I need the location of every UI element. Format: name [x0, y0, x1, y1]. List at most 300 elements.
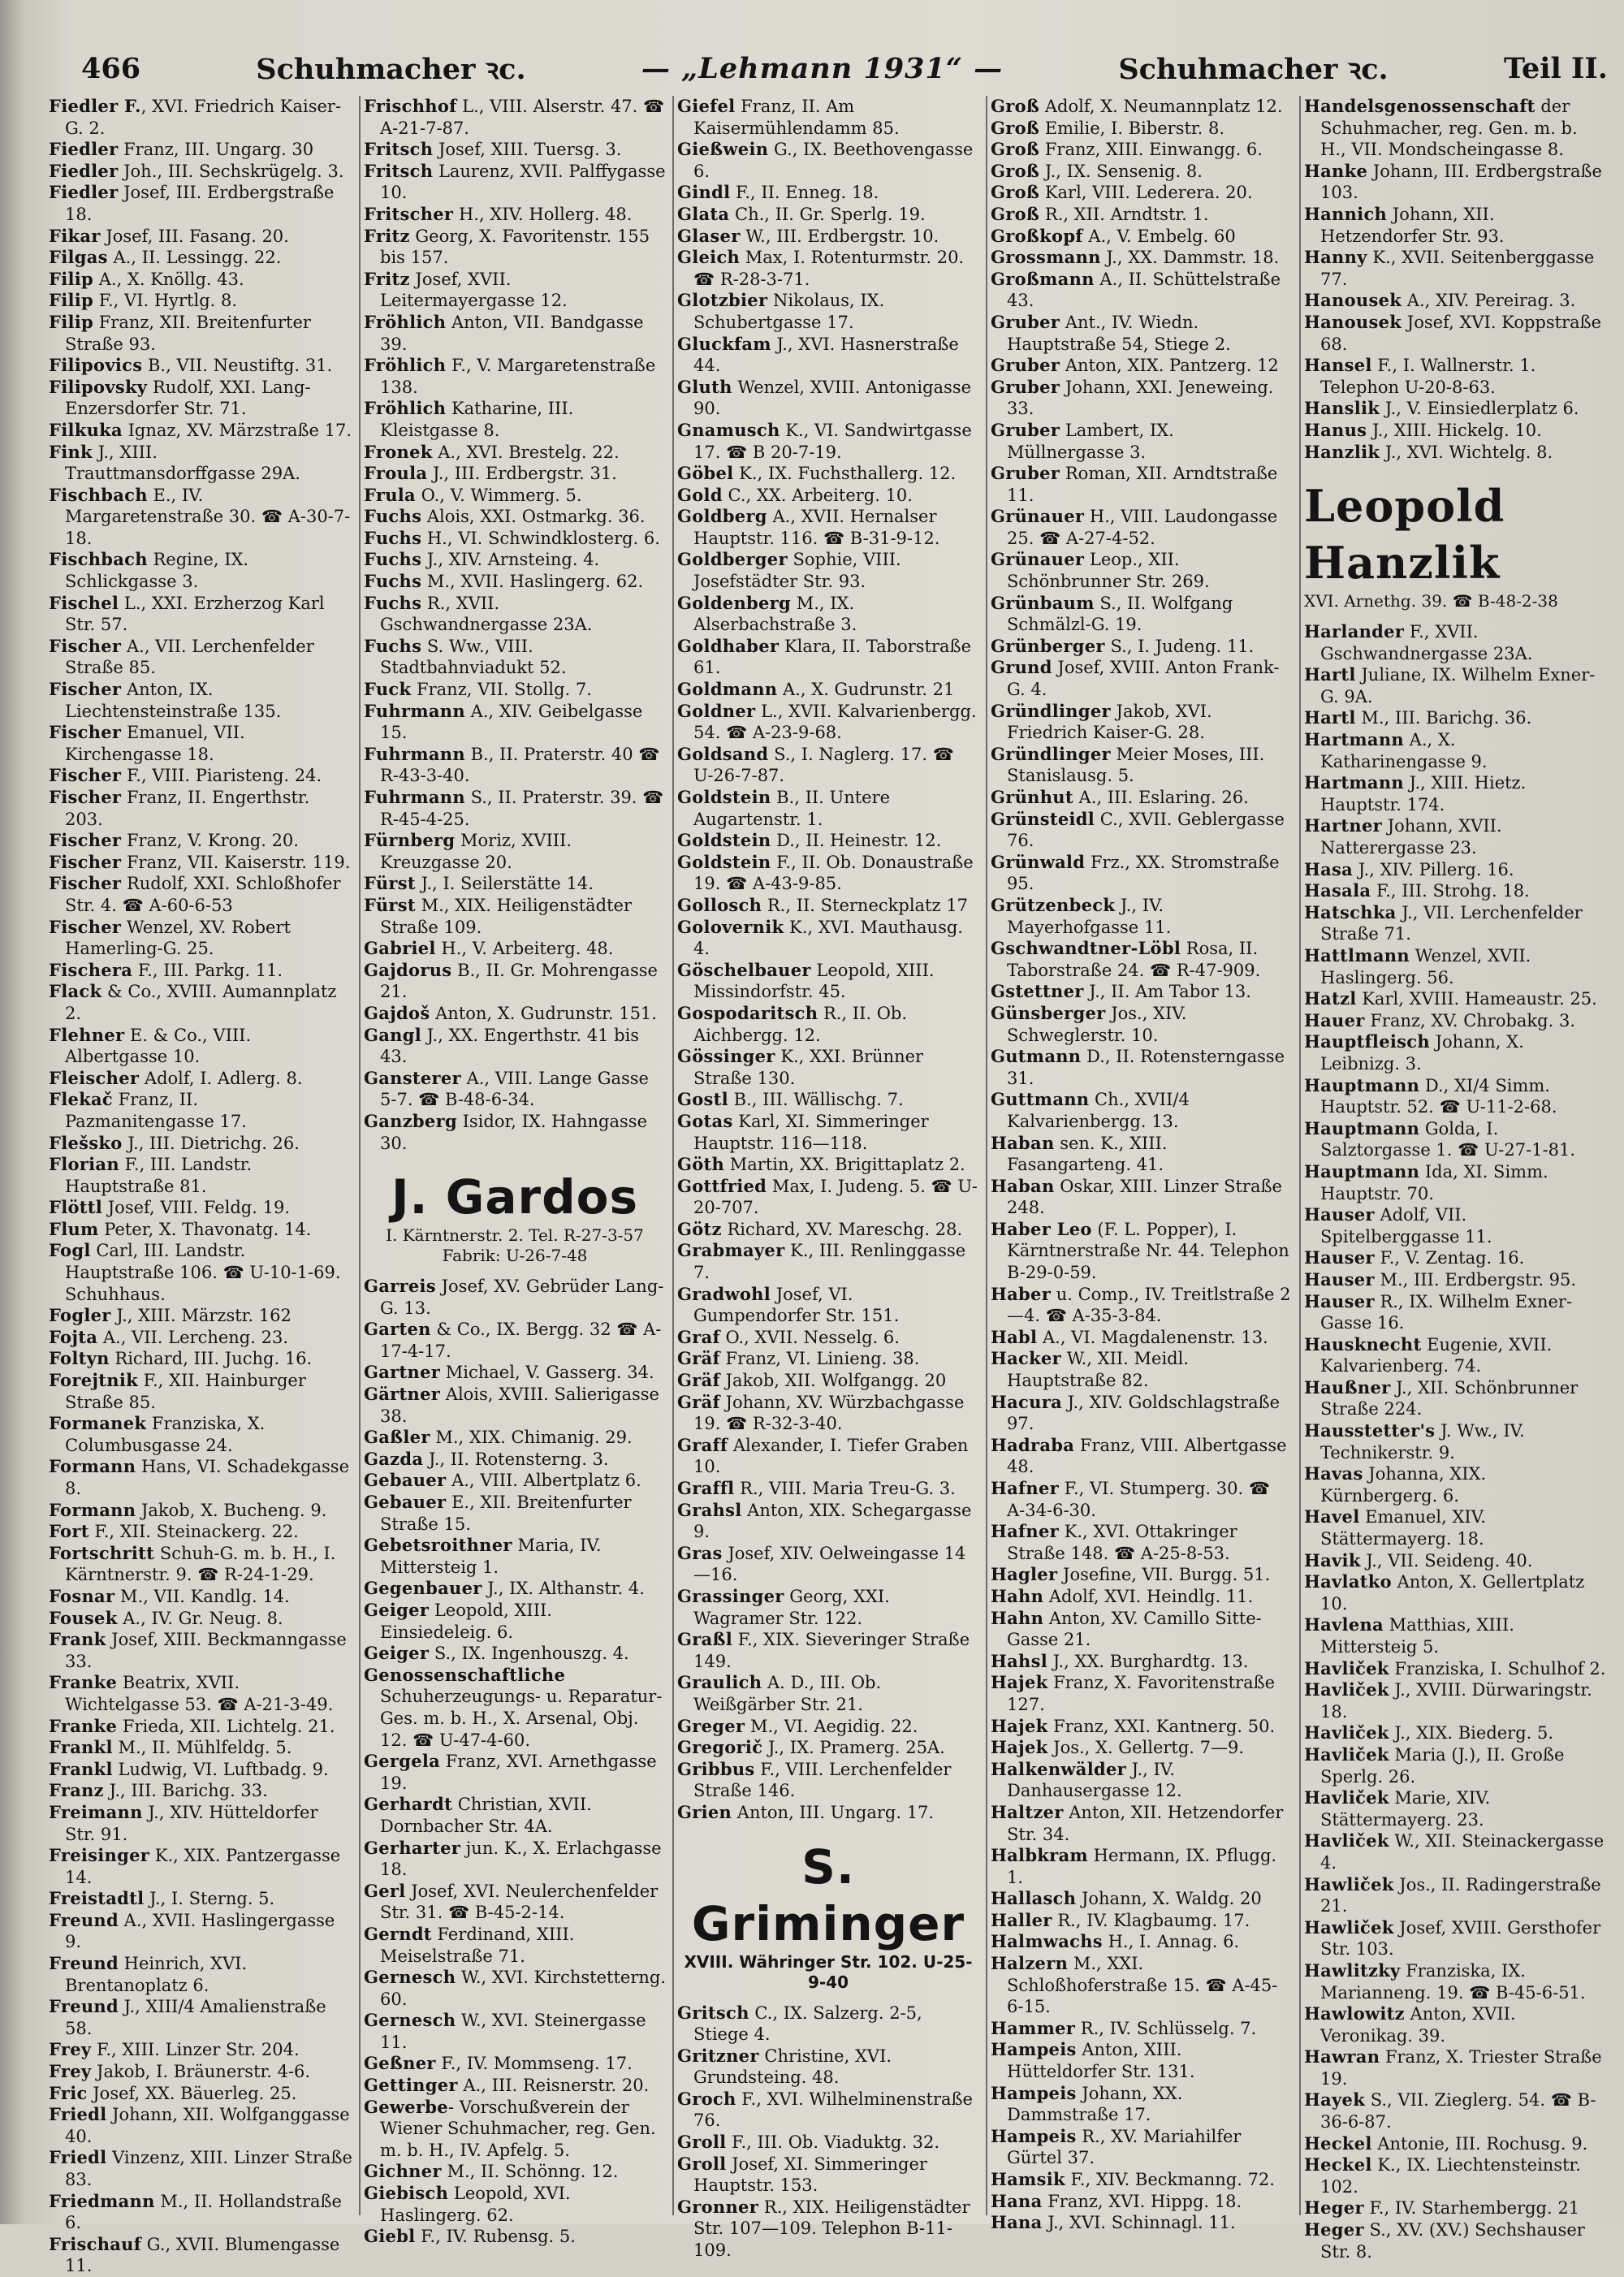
entry-name: Groch	[677, 2088, 736, 2109]
entry-name: Heger	[1304, 2197, 1364, 2219]
directory-entry	[49, 290, 352, 312]
directory-entry	[364, 1492, 666, 1535]
directory-entry	[1304, 1118, 1606, 1161]
directory-entry	[991, 852, 1293, 895]
directory-entry	[364, 506, 666, 528]
directory-entry	[1304, 902, 1606, 945]
entry-details: S., IX. Ingenhouszg. 4.	[429, 1644, 629, 1664]
directory-entry	[364, 528, 666, 550]
entry-name: Froula	[364, 463, 428, 484]
entry-details: J., XVI. Hasnerstraße 44.	[693, 334, 959, 376]
entry-details: Josef, XV. Gebrüder Lang-G. 13.	[380, 1277, 664, 1318]
directory-entry	[1304, 2197, 1606, 2219]
directory-entry	[677, 1435, 979, 1478]
entry-name: Fuck	[364, 679, 412, 700]
entry-name: Hahsl	[991, 1650, 1048, 1671]
entry-details: E., IV. Margaretenstraße 30. ☎ A-30-7-18.	[65, 485, 351, 548]
entry-details: F., III. Landstr. Hauptstraße 81.	[65, 1155, 253, 1196]
entry-name: Hausstetter's	[1304, 1420, 1436, 1441]
entry-name: Frankl	[49, 1758, 113, 1779]
directory-entry	[677, 917, 979, 960]
directory-entry	[991, 809, 1293, 852]
entry-name: Formanek	[49, 1413, 147, 1434]
entry-details: jun. K., X. Erlachgasse 18.	[380, 1838, 662, 1880]
directory-entry	[49, 873, 352, 916]
directory-entry	[1304, 1075, 1606, 1118]
entry-name: Gruber	[991, 419, 1060, 440]
entry-name: Groß	[991, 96, 1040, 116]
directory-entry	[1304, 1614, 1606, 1657]
entry-name: Fuchs	[364, 549, 422, 570]
entry-details: J., XIII. Märzstr. 162	[110, 1306, 292, 1326]
entry-details: R., IX. Wilhelm Exner-Gasse 16.	[1320, 1291, 1573, 1333]
entry-details: Jakob, XVI. Friedrich Kaiser-G. 28.	[1007, 701, 1212, 743]
entry-details: F., VI. Stumperg. 30. ☎ A-34-6-30.	[1007, 1479, 1270, 1520]
directory-entry	[991, 2039, 1293, 2082]
entry-name: Gössinger	[677, 1046, 775, 1067]
directory-entry	[991, 1003, 1293, 1046]
directory-entry	[364, 960, 666, 1003]
entry-details: Martin, XX. Brigittaplatz 2.	[724, 1155, 965, 1175]
entry-details: R., XII. Arndtstr. 1.	[1039, 204, 1209, 224]
entry-details: - Vorschußverein der Wiener Schuhmacher, reg. Gen. m. b. H., IV. Apfelg. 5.	[380, 2097, 656, 2160]
entry-details: H., V. Arbeiterg. 48.	[435, 939, 614, 959]
entry-details: R., XIX. Heiligenstädter Str. 107—109. Telephon B-11-109.	[693, 2197, 970, 2261]
directory-entry	[677, 506, 979, 549]
entry-details: J., IV. Mayerhofgasse 11.	[1007, 895, 1172, 937]
entry-name: Halzern	[991, 1953, 1069, 1974]
entry-name: Fischbach	[49, 484, 148, 505]
directory-entry	[49, 247, 352, 269]
entry-details: F., VIII. Piaristeng. 24.	[121, 766, 322, 786]
entry-name: Hattlmann	[1304, 945, 1410, 966]
directory-entry	[677, 182, 979, 204]
directory-entry	[991, 355, 1293, 377]
entry-details: F., XIX. Sieveringer Straße 149.	[693, 1630, 970, 1671]
entry-name: Gritzner	[677, 2045, 759, 2066]
directory-entry	[991, 1716, 1293, 1738]
entry-list	[364, 96, 666, 1154]
entry-name: Fritscher	[364, 203, 454, 224]
entry-details: , XVI. Friedrich Kaiser-G. 2.	[65, 97, 342, 138]
entry-name: Frey	[49, 2061, 92, 2082]
directory-entry	[991, 226, 1293, 248]
entry-details: u. Comp., IV. Treitlstraße 2—4. ☎ A-35-3-84.	[1007, 1284, 1291, 1326]
directory-entry	[991, 701, 1293, 744]
entry-name: Fuhrmann	[364, 743, 465, 764]
directory-entry	[1304, 1960, 1606, 2003]
directory-entry	[49, 679, 352, 722]
directory-entry	[677, 1111, 979, 1154]
entry-details: Adolf, VII. Spitelberggasse 11.	[1320, 1205, 1492, 1247]
entry-name: Großkopf	[991, 225, 1083, 246]
entry-name: Gerl	[364, 1880, 406, 1901]
entry-details: Josef, XIV. Oelweingasse 14—16.	[693, 1543, 966, 1585]
directory-entry	[49, 636, 352, 679]
entry-details: J., V. Einsiedlerplatz 6.	[1380, 399, 1579, 419]
entry-details: J., IX. Pramerg. 25A.	[762, 1738, 945, 1758]
entry-details: F., IV. Mommseng. 17.	[435, 2054, 633, 2074]
directory-entry	[49, 1305, 352, 1327]
entry-details: M., XIX. Chimanig. 29.	[430, 1428, 633, 1448]
entry-details: Franz, VII. Stollg. 7.	[411, 680, 592, 700]
directory-entry	[49, 377, 352, 420]
entry-name: Fronek	[364, 441, 433, 462]
directory-entry	[677, 1219, 979, 1241]
entry-details: Alexander, I. Tiefer Graben 10.	[693, 1435, 969, 1477]
directory-entry	[677, 895, 979, 917]
directory-entry	[677, 1046, 979, 1089]
entry-details: Klara, II. Taborstraße 61.	[693, 636, 971, 678]
entry-details: J., IX. Sensenig. 8.	[1039, 161, 1203, 181]
entry-name: Groß	[991, 160, 1040, 181]
entry-name: Frischauf	[49, 2233, 142, 2254]
directory-entry	[364, 1794, 666, 1837]
entry-name: Freund	[49, 1953, 119, 1974]
entry-details: E. & Co., VIII. Albertgasse 10.	[65, 1025, 252, 1067]
directory-entry	[1304, 1917, 1606, 1960]
entry-details: Leopold, XIII. Einsiedeleig. 6.	[380, 1601, 552, 1642]
directory-entry	[677, 1154, 979, 1176]
directory-entry	[1304, 1010, 1606, 1032]
entry-details: Katharine, III. Kleistgasse 8.	[380, 399, 574, 440]
entry-name: Filgas	[49, 247, 108, 268]
entry-details: Max, I. Judeng. 5. ☎ U-20-707.	[693, 1176, 978, 1218]
ad-address: XVI. Arnethg. 39. ☎ B-48-2-38	[1304, 591, 1558, 611]
entry-name: Hanslik	[1304, 398, 1380, 419]
directory-entry	[991, 1478, 1293, 1521]
entry-name: Filkuka	[49, 419, 123, 440]
directory-entry	[364, 787, 666, 830]
entry-details: Anton, IX. Liechtensteinstraße 135.	[65, 680, 282, 721]
directory-entry	[677, 744, 979, 787]
directory-entry	[677, 1500, 979, 1543]
entry-name: Hanke	[1304, 160, 1368, 181]
entry-details: Regine, IX. Schlickgasse 3.	[65, 550, 249, 592]
entry-details: Nikolaus, IX. Schubertgasse 17.	[693, 291, 885, 332]
entry-details: Heinrich, XVI. Brentanoplatz 6.	[65, 1954, 248, 1995]
entry-details: M., XIX. Heiligenstädter Straße 109.	[380, 895, 633, 937]
entry-name: Fogl	[49, 1240, 91, 1261]
entry-name: Fischel	[49, 592, 119, 613]
entry-details: Jos., II. Radingerstraße 21.	[1320, 1874, 1601, 1916]
entry-details: S. Ww., VIII. Stadtbahnviadukt 52.	[380, 636, 567, 678]
entry-details: Christine, XVI. Grundsteing. 48.	[693, 2046, 892, 2088]
entry-name: Gebauer	[364, 1470, 447, 1491]
directory-entry	[49, 1327, 352, 1349]
directory-entry	[364, 679, 666, 701]
directory-entry	[364, 269, 666, 312]
directory-entry	[1304, 312, 1606, 355]
entry-details: Anton, XII. Hetzendorfer Str. 34.	[1007, 1802, 1284, 1844]
entry-details: Anton, XVII. Veronikag. 39.	[1320, 2004, 1516, 2046]
entry-name: Grützenbeck	[991, 894, 1116, 915]
entry-name: Gabriel	[364, 938, 436, 959]
directory-entry	[49, 1586, 352, 1608]
directory-entry	[991, 657, 1293, 700]
entry-details: Josef, III. Fasang. 20.	[100, 226, 289, 246]
entry-name: Fischer	[49, 873, 122, 894]
entry-name: Hajek	[991, 1715, 1048, 1736]
entry-name: Filip	[49, 311, 94, 332]
entry-details: R., II. Sterneckplatz 17	[762, 895, 968, 915]
directory-entry	[49, 2191, 352, 2234]
entry-name: Grund	[991, 657, 1052, 678]
directory-entry	[364, 1362, 666, 1384]
directory-entry	[677, 2132, 979, 2154]
entry-details: Josef, XX. Bäuerleg. 25.	[87, 2083, 297, 2103]
directory-entry	[991, 895, 1293, 938]
entry-details: Johann, XII. Wolfganggasse 40.	[65, 2105, 350, 2146]
ad-factory: Fabrik: U-26-7-48	[442, 1246, 588, 1266]
directory-entry	[1304, 1204, 1606, 1247]
directory-entry	[49, 1996, 352, 2039]
entry-name: Hanus	[1304, 419, 1367, 440]
advertisement-gardos	[364, 1169, 666, 1266]
entry-name: Havliček	[1304, 1722, 1389, 1743]
entry-details: R., II. Ob. Aichbergg. 12.	[693, 1003, 908, 1045]
entry-name: Gärtner	[364, 1384, 441, 1405]
entry-name: Fink	[49, 441, 93, 462]
ad-name: Leopold Hanzlik	[1304, 480, 1505, 590]
entry-details: A., X. Katharinengasse 9.	[1320, 730, 1488, 771]
directory-entry	[1304, 621, 1606, 664]
directory-entry	[364, 2226, 666, 2248]
entry-details: Matthias, XIII. Mittersteig 5.	[1320, 1615, 1514, 1657]
directory-entry	[677, 1629, 979, 1672]
directory-entry	[677, 1672, 979, 1715]
entry-details: Rudolf, XXI. Lang-Enzersdorfer Str. 71.	[65, 377, 311, 419]
directory-entry	[49, 1025, 352, 1068]
entry-details: M., II. Schönng. 12.	[441, 2162, 619, 2182]
directory-entry	[677, 787, 979, 830]
entry-details: Ant., IV. Wiedn. Hauptstraße 54, Stiege 2.	[1007, 312, 1231, 354]
entry-name: Gebetsroithner	[364, 1535, 512, 1556]
directory-entry	[991, 2018, 1293, 2040]
entry-details: Max, I. Rotenturmstr. 20. ☎ R-28-3-71.	[693, 248, 965, 289]
entry-details: R., VIII. Maria Treu-G. 3.	[734, 1479, 956, 1498]
entry-details: Franz, XVI. Hippg. 18.	[1042, 2191, 1242, 2211]
entry-details: W., XVI. Steinergasse 11.	[380, 2011, 646, 2052]
entry-details: Schuherzeugungs- u. Reparatur-Ges. m. b. H., X. Arsenal, Obj. 12. ☎ U-47-4-60.	[380, 1687, 663, 1750]
entry-details: J., XII. Schönbrunner Straße 224.	[1320, 1377, 1579, 1419]
entry-details: Lambert, IX. Müllnergasse 3.	[1007, 420, 1174, 462]
entry-details: Anton, VII. Bandgasse 39.	[380, 312, 644, 354]
entry-name: Franz	[49, 1780, 104, 1801]
entry-details: K., XIX. Pantzergasse 14.	[65, 1846, 341, 1887]
entry-details: Richard, III. Juchg. 16.	[109, 1349, 313, 1369]
entry-name: Filipovsky	[49, 376, 148, 397]
entry-name: Götz	[677, 1218, 722, 1239]
directory-entry	[1304, 1247, 1606, 1269]
directory-entry	[49, 2083, 352, 2105]
entry-details: Wenzel, XV. Robert Hamerling-G. 25.	[65, 917, 291, 959]
directory-entry	[677, 1003, 979, 1046]
directory-entry	[677, 2046, 979, 2089]
entry-details: Eugenie, XVII. Kalvarienberg. 74.	[1320, 1334, 1553, 1376]
entry-details: Franz, XIII. Einwangg. 6.	[1039, 140, 1263, 160]
entry-name: Hammer	[991, 2017, 1076, 2038]
entry-name: Hana	[991, 2212, 1043, 2233]
directory-entry	[49, 1500, 352, 1522]
directory-entry	[677, 377, 979, 420]
directory-entry	[677, 1586, 979, 1629]
entry-details: sen. K., XIII. Fasangarteng. 41.	[1007, 1133, 1168, 1175]
directory-entry	[991, 1888, 1293, 1910]
entry-name: Gichner	[364, 2161, 442, 2182]
entry-details: M., III. Barichg. 36.	[1355, 708, 1532, 728]
directory-entry	[1304, 815, 1606, 858]
entry-list	[1304, 621, 1606, 2262]
entry-details: A., XVI. Brestelg. 22.	[432, 442, 620, 462]
directory-entry	[991, 636, 1293, 658]
entry-name: Friedl	[49, 2147, 107, 2168]
entry-details: Marie, XIV. Stättermayerg. 23.	[1320, 1788, 1491, 1830]
entry-details: S., II. Wolfgang Schmälzl-G. 19.	[1007, 593, 1233, 635]
entry-details: B., II. Gr. Mohrengasse 21.	[380, 960, 658, 1002]
directory-entry	[677, 139, 979, 182]
entry-name: Gernesch	[364, 2010, 456, 2031]
column-2	[359, 96, 672, 2247]
entry-name: Fuchs	[364, 592, 422, 613]
entry-details: A., III. Reisnerstr. 20.	[457, 2076, 650, 2096]
entry-name: Hampeis	[991, 2125, 1077, 2146]
directory-entry	[677, 1716, 979, 1738]
entry-details: R., IV. Schlüsselg. 7.	[1075, 2018, 1257, 2038]
directory-entry	[364, 1643, 666, 1665]
entry-name: Haban	[991, 1132, 1055, 1153]
directory-entry	[49, 1845, 352, 1888]
entry-details: Frieda, XII. Lichtelg. 21.	[117, 1716, 335, 1736]
entry-details: S., XV. (XV.) Sechshauser Str. 8.	[1320, 2220, 1585, 2262]
ad-address: I. Kärntnerstr. 2. Tel. R-27-3-57	[386, 1225, 644, 1246]
entry-name: Graff	[677, 1434, 728, 1455]
directory-entry	[1304, 1334, 1606, 1377]
entry-name: Freund	[49, 1909, 119, 1930]
entry-name: Hanousek	[1304, 311, 1402, 332]
entry-details: Franz, VII. Kaiserstr. 119.	[121, 852, 351, 872]
entry-details: A., IV. Gr. Neug. 8.	[117, 1608, 283, 1628]
entry-name: Hauser	[1304, 1268, 1375, 1290]
entry-name: Göschelbauer	[677, 959, 811, 980]
entry-name: Greger	[677, 1715, 745, 1736]
entry-details: R., XVII. Gschwandnergasse 23A.	[380, 593, 593, 635]
entry-details: K., XVII. Seitenberggasse 77.	[1320, 248, 1595, 289]
entry-name: Foltyn	[49, 1348, 110, 1369]
directory-entry	[364, 1578, 666, 1600]
directory-entry	[991, 1931, 1293, 1953]
directory-entry	[364, 593, 666, 636]
entry-details: Karl, VIII. Lederera. 20.	[1039, 183, 1253, 203]
entry-name: Havel	[1304, 1506, 1360, 1527]
directory-entry	[364, 1449, 666, 1471]
directory-entry	[364, 355, 666, 398]
directory-entry	[991, 1651, 1293, 1673]
directory-entry	[677, 1478, 979, 1500]
entry-details: Franz, XII. Breitenfurter Straße 93.	[65, 312, 311, 354]
entry-name: Giebl	[364, 2226, 416, 2247]
entry-details: J., XX. Engerthstr. 41 bis 43.	[380, 1025, 640, 1067]
entry-details: Josef, XI. Simmeringer Hauptstr. 153.	[693, 2154, 927, 2196]
entry-details: Josefine, VII. Burgg. 51.	[1057, 1565, 1271, 1585]
entry-name: Fric	[49, 2082, 88, 2103]
entry-name: Gräf	[677, 1391, 720, 1412]
directory-entry	[1304, 1161, 1606, 1204]
directory-entry	[364, 830, 666, 873]
directory-entry	[991, 1564, 1293, 1586]
entry-name: Halbkram	[991, 1845, 1088, 1866]
directory-entry	[364, 161, 666, 204]
entry-name: Filip	[49, 268, 94, 289]
entry-details: F., XIV. Beckmanng. 72.	[1065, 2170, 1275, 2189]
directory-entry	[1304, 664, 1606, 707]
entry-name: Gruber	[991, 355, 1060, 376]
directory-entry	[991, 463, 1293, 506]
entry-name: Groll	[677, 2153, 727, 2174]
entry-details: Franziska, IX. Marianneng. 19. ☎ B-45-6-51.	[1320, 1960, 1586, 2003]
entry-name: Hartmann	[1304, 772, 1404, 793]
entry-details: Frz., XX. Stromstraße 95.	[1007, 852, 1280, 894]
directory-entry	[1304, 1031, 1606, 1074]
entry-details: Johann, X. Waldg. 20	[1076, 1889, 1262, 1909]
entry-name: Hampeis	[991, 2082, 1077, 2103]
entry-name: Gerhardt	[364, 1794, 453, 1815]
directory-entry	[364, 442, 666, 464]
entry-details: Franz, V. Krong. 20.	[121, 831, 299, 851]
entry-details: A., V. Embelg. 60	[1082, 226, 1236, 246]
directory-entry	[991, 1219, 1293, 1284]
entry-name: Gritsch	[677, 2002, 749, 2023]
entry-details: F., XVI. Wilhelminenstraße 76.	[693, 2089, 973, 2131]
entry-name: Fürst	[364, 873, 416, 894]
directory-entry	[364, 1003, 666, 1025]
directory-entry	[49, 226, 352, 248]
entry-name: Goldenberg	[677, 592, 792, 613]
directory-entry	[1304, 161, 1606, 204]
entry-name: Filip	[49, 290, 94, 311]
directory-entry	[1304, 772, 1606, 815]
directory-entry	[364, 2097, 666, 2162]
entry-details: & Co., IX. Bergg. 32 ☎ A-17-4-17.	[380, 1320, 662, 1361]
directory-entry	[677, 1327, 979, 1349]
directory-entry	[364, 463, 666, 485]
entry-name: Fuhrmann	[364, 787, 465, 807]
directory-entry	[1304, 2133, 1606, 2155]
entry-name: Fousek	[49, 1607, 118, 1628]
entry-name: Gansterer	[364, 1067, 461, 1088]
entry-name: Frula	[364, 484, 416, 505]
entry-name: Hauptfleisch	[1304, 1031, 1430, 1052]
entry-name: Fürnberg	[364, 830, 456, 851]
entry-list	[364, 1276, 666, 2248]
entry-name: Heckel	[1304, 2154, 1372, 2175]
entry-details: J., XIII. Trauttmansdorffgasse 29A.	[65, 442, 300, 484]
entry-details: R., IV. Klagbaumg. 17.	[1052, 1910, 1250, 1930]
directory-entry	[991, 2083, 1293, 2126]
entry-name: Filipovics	[49, 355, 143, 376]
entry-details: H., I. Annag. 6.	[1102, 1932, 1240, 1952]
entry-name: Fischer	[49, 851, 122, 872]
entry-name: Hartmann	[1304, 729, 1404, 750]
directory-entry	[1304, 1291, 1606, 1334]
directory-entry	[991, 247, 1293, 269]
entry-details: K., VI. Sandwirtgasse 17. ☎ B 20-7-19.	[693, 420, 972, 462]
entry-name: Freimann	[49, 1801, 143, 1822]
entry-details: Anton, X. Gellertplatz 10.	[1320, 1572, 1585, 1614]
directory-entry	[364, 312, 666, 355]
entry-name: Fiedler	[49, 182, 119, 203]
entry-name: Fojta	[49, 1326, 98, 1347]
